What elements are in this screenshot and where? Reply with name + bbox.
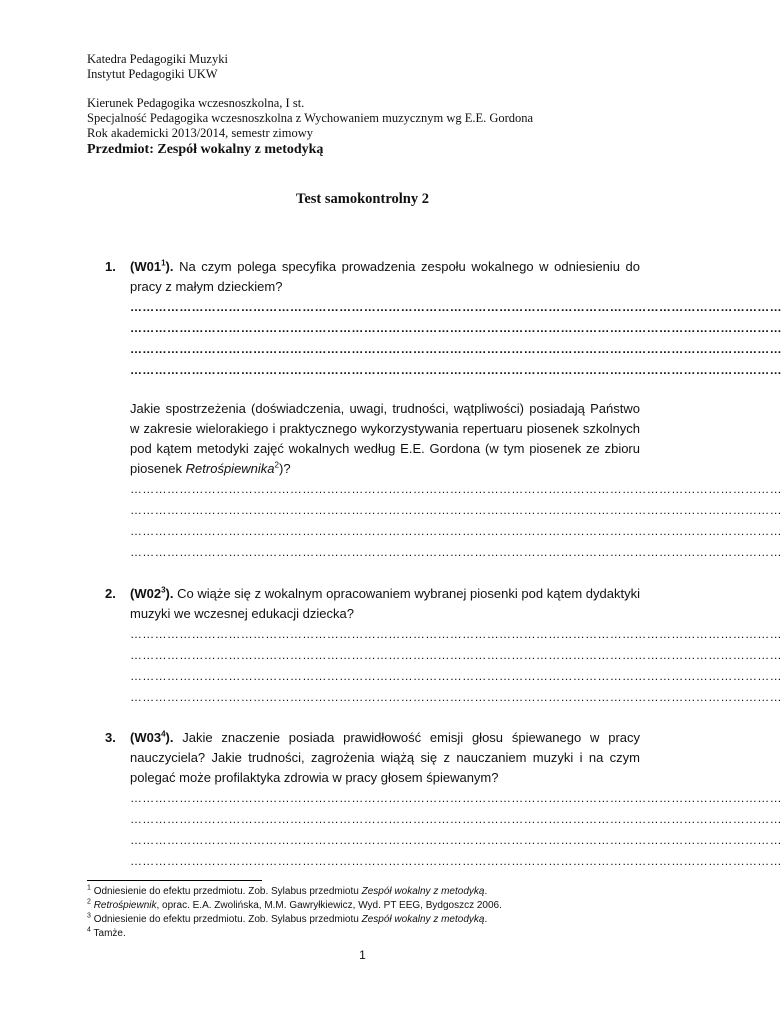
answer-line[interactable]: …………………………………………………………………………………………………………………………………………… [130, 321, 782, 335]
institute-line: Instytut Pedagogiki UKW [87, 67, 218, 81]
question-1 [105, 257, 782, 563]
answer-line[interactable]: …………………………………………………………………………………………………………………………………………… [130, 812, 782, 826]
footnote-1: $^1$ Odniesienie do efektu przedmiotu. Zob. Sylabus przedmiotu Zespół wokalny z metodyką. [87, 884, 488, 897]
academic-year-line: Rok akademicki 2013/2014, semestr zimowy [87, 126, 314, 140]
question-number: 3. [105, 730, 116, 745]
answer-line[interactable]: …………………………………………………………………………………………………………………………………………… [130, 833, 782, 847]
footnote-4: $^4$ Tamże. [87, 926, 126, 939]
answer-line[interactable]: …………………………………………………………………………………………………………………………………………… [130, 482, 782, 496]
question-number: 1. [105, 259, 116, 274]
question-text: $(W02^3)$. Co wiąże się z wokalnym opracowaniem wybranej piosenki pod kątem dydaktyki muzyki we wczesnej edukacji dziecka? [130, 585, 640, 621]
footnotes [87, 885, 502, 941]
question-subparagraph: Jakie spostrzeżenia (doświadczenia, uwagi, trudności, wątpliwości) posiadają Państwo w zakresie wielorakiego i praktycznego wykorzystywania repertuaru piosenek szkolnych pod kątem metodyki zajęć wokalnych według E.E. Gordona (w tym piosenek ze zbioru piosenek Retrośpiewnika$^2$)? [130, 401, 640, 476]
question-number: 2. [105, 586, 116, 601]
footnote-2: $^2$ Retrośpiewnik, oprac. E.A. Zwolińska, M.M. Gawryłkiewicz, Wyd. PT EEG, Bydgoszcz 2006. [87, 898, 502, 911]
page-title: Test samokontrolny 2 [296, 191, 429, 207]
answer-line[interactable]: …………………………………………………………………………………………………………………………………………… [130, 690, 782, 704]
answer-line[interactable]: …………………………………………………………………………………………………………………………………………… [130, 545, 782, 559]
field-line: Kierunek Pedagogika wczesnoszkolna, I st. [87, 96, 305, 110]
answer-line[interactable]: …………………………………………………………………………………………………………………………………………… [130, 854, 782, 868]
answer-line[interactable]: …………………………………………………………………………………………………………………………………………… [130, 648, 782, 662]
answer-line[interactable]: …………………………………………………………………………………………………………………………………………… [130, 363, 782, 377]
question-3 [105, 728, 782, 872]
answer-line[interactable]: …………………………………………………………………………………………………………………………………………… [130, 524, 782, 538]
answer-line[interactable]: …………………………………………………………………………………………………………………………………………… [130, 627, 782, 641]
footnote-ref[interactable]: 1 [161, 258, 166, 268]
answer-line[interactable]: …………………………………………………………………………………………………………………………………………… [130, 669, 782, 683]
subject-line: Przedmiot: Zespół wokalny z metodyką [87, 142, 324, 157]
department-line: Katedra Pedagogiki Muzyki [87, 52, 228, 66]
question-text: $(W01^1)$. Na czym polega specyfika prowadzenia zespołu wokalnego w odniesieniu do pracy z małym dzieckiem? [130, 258, 640, 294]
footnote-separator [87, 880, 262, 881]
footnote-ref[interactable]: 3 [161, 585, 166, 595]
answer-line[interactable]: …………………………………………………………………………………………………………………………………………… [130, 791, 782, 805]
page-number: 1 [359, 948, 366, 962]
footnote-ref[interactable]: 4 [161, 729, 166, 739]
learning-outcome-code: $(W02^3)$. [130, 585, 174, 601]
document-header [87, 52, 533, 159]
footnote-3: $^3$ Odniesienie do efektu przedmiotu. Zob. Sylabus przedmiotu Zespół wokalny z metodyką. [87, 912, 488, 925]
footnote-ref[interactable]: 2 [274, 460, 279, 470]
answer-line[interactable]: …………………………………………………………………………………………………………………………………………… [130, 300, 782, 314]
learning-outcome-code: $(W01^1)$. [130, 258, 174, 274]
learning-outcome-code: $(W03^4)$. [130, 729, 174, 745]
answer-line[interactable]: …………………………………………………………………………………………………………………………………………… [130, 503, 782, 517]
answer-line[interactable]: …………………………………………………………………………………………………………………………………………… [130, 342, 782, 356]
question-text: $(W03^4)$. Jakie znaczenie posiada prawidłowość emisji głosu śpiewanego w pracy nauczyciela? Jakie trudności, zagrożenia wiążą się z nauczaniem muzyki i na czym polegać może profilaktyka zdrowia w pracy głosem śpiewanym? [130, 729, 640, 785]
question-2 [105, 584, 782, 708]
specialty-line: Specjalność Pedagogika wczesnoszkolna z Wychowaniem muzycznym wg E.E. Gordona [87, 111, 534, 125]
